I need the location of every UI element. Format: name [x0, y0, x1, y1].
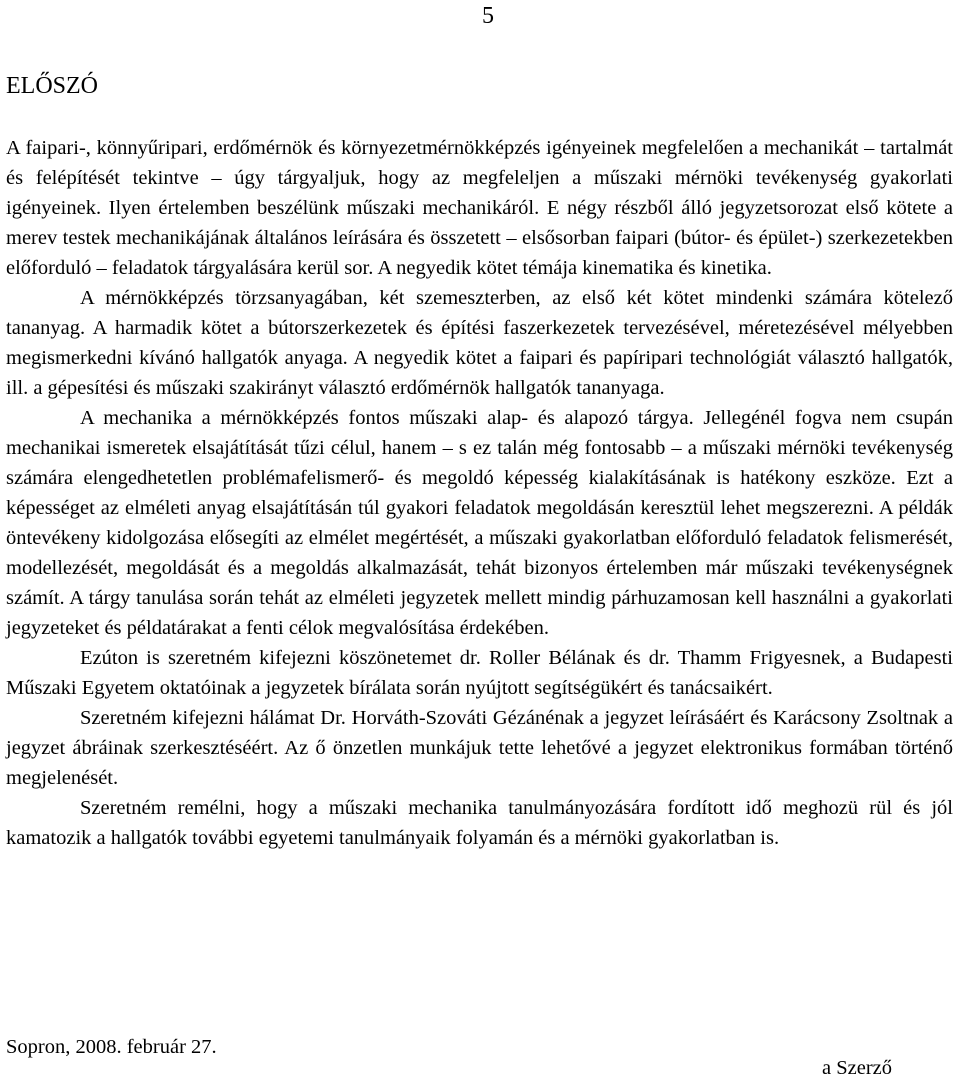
- page-number: 5: [482, 3, 494, 29]
- author-signature: a Szerző: [822, 1057, 892, 1079]
- paragraph-thanks-reviewers: Ezúton is szeretném kifejezni köszönetemet dr. Roller Bélának és dr. Thamm Frigyesnek, a Budapesti Műszaki Egyetem oktatóinak a jegyzetek bírálata során nyújtott segítségükért és tanácsaikért.: [6, 647, 953, 699]
- page-title: ELŐSZÓ: [6, 73, 98, 99]
- paragraph-intro: A faipari-, könnyűripari, erdőmérnök és környezetmérnökképzés igényeinek megfelelően a mechanikát – tartalmát és felépítését tekintve – úgy tárgyaljuk, hogy az megfeleljen a műszaki mérnöki tevékenység gyakorlati igényeinek. Ilyen értelemben beszélünk műszaki mechanikáról. E négy részből álló jegyzetsorozat első kötete a merev testek mechanikájának általános leírására és összetett – elsősorban faipari (bútor- és épület-) szerkezetekben előforduló – feladatok tárgyalására kerül sor. A negyedik kötet témája kinematika és kinetika.: [6, 137, 953, 279]
- place-date: Sopron, 2008. február 27.: [6, 1036, 217, 1058]
- paragraph-mechanics: A mechanika a mérnökképzés fontos műszaki alap- és alapozó tárgya. Jellegénél fogva nem csupán mechanikai ismeretek elsajátítását tűzi célul, hanem – s ez talán még fontosabb – a műszaki mérnöki tevékenység számára elengedhetetlen problémafelismerő- és megoldó képesség kialakításának is hatékony eszköze. Ezt a képességet az elméleti anyag elsajátításán túl gyakori feladatok megoldásán keresztül lehet megszerezni. A példák öntevékeny kidolgozása elősegíti az elmélet megértését, a műszaki gyakorlatban előforduló feladatok felismerését, modellezését, megoldását és a megoldás alkalmazását, tehát bizonyos értelemben már műszaki tevékenységnek számít. A tárgy tanulása során tehát az elméleti jegyzetek mellett mindig párhuzamosan kell használni a gyakorlati jegyzeteket és példatárakat a fenti célok megvalósítása érdekében.: [6, 407, 953, 639]
- body-text: [6, 133, 953, 853]
- paragraph-curriculum: A mérnökképzés törzsanyagában, két szemeszterben, az első két kötet mindenki számára kötelező tananyag. A harmadik kötet a bútorszerkezetek és építési faszerkezetek tervezésével, méretezésével mélyebben megismerkedni kívánó hallgatók anyaga. A negyedik kötet a faipari és papíripari technológiát választó hallgatók, ill. a gépesítési és műszaki szakirányt választó erdőmérnök hallgatók tananyaga.: [6, 287, 953, 399]
- paragraph-thanks-editors: Szeretném kifejezni hálámat Dr. Horváth-Szováti Gézánénak a jegyzet leírásáért és Karácsony Zsoltnak a jegyzet ábráinak szerkesztéséért. Az ő önzetlen munkájuk tette lehetővé a jegyzet elektronikus formában történő megjelenését.: [6, 707, 953, 789]
- paragraph-closing: Szeretném remélni, hogy a műszaki mechanika tanulmányozására fordított idő meghozü rül és jól kamatozik a hallgatók további egyetemi tanulmányaik folyamán és a mérnöki gyakorlatban is.: [6, 797, 953, 849]
